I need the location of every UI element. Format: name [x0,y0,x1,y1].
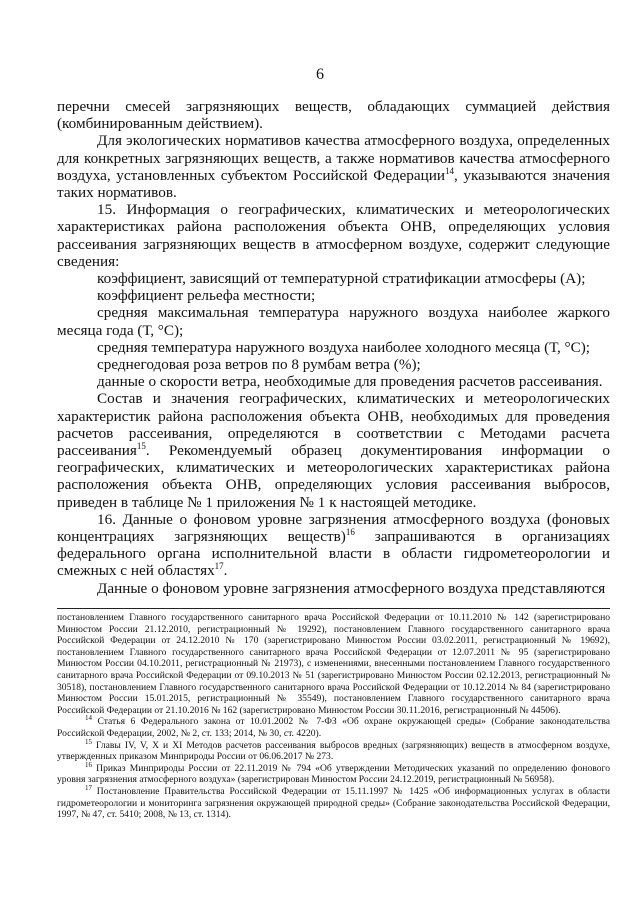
footnote-mark: 15 [85,737,92,746]
paragraph-text: , указываются значения таких нормативов. [57,166,610,202]
paragraph-text: Состав и значения географических, климатических и метеорологических характеристик района расположения объекта ОНВ, необходимых для проведения расчетов рассеивания, определяются в соответствии с Методами расчета рассеивания [57,390,610,460]
footnote-mark: 16 [85,760,92,769]
paragraph [57,390,610,510]
paragraph [57,270,610,287]
paragraph-text: среднегодовая роза ветров по 8 румбам ветра (%); [97,356,421,374]
footnote-ref: 15 [136,441,146,452]
paragraph [57,98,610,132]
paragraph [57,511,610,580]
footnote-text: постановлением Главного государственного санитарного врача Российской Федерации от 10.11.2010 № 142 (зарегистрировано Минюстом России 21.12.2010, регистрационный № 19292), постановлением Главного государственного санитарного врача Российской Федерации от 24.12.2010 № 170 (зарегистрировано Минюстом России 03.02.2011, регистрационный № 19692), постановлением Главного государственного санитарного врача Российской Федерации от 12.07.2011 № 95 (зарегистрировано Минюстом России 04.10.2011, регистрационный № 21973), с изменениями, внесенными постановлением Главного государственного санитарного врача Российской Федерации от 09.10.2013 № 51 (зарегистрировано Минюстом России 02.12.2013, регистрационный № 30518), постановлением Главного государственного санитарного врача Российской Федерации от 10.12.2014 № 84 (зарегистрировано Минюстом России 15.01.2015, регистрационный № 35549), постановлением Главного государственного санитарного врача Российской Федерации от 21.10.2016 № 162 (зарегистрировано Минюстом России 30.11.2016, регистрационный № 44506). [57,612,610,716]
footnote-mark: 14 [85,714,92,723]
paragraph-text: данные о скорости ветра, необходимые для проведения расчетов рассеивания. [97,373,603,391]
footnote-text: Приказ Минприроды России от 22.11.2019 № 794 «Об утверждении Методических указаний по определению фонового уровня загрязнения атмосферного воздуха» (зарегистрирован Минюстом России 24.12.2019, регистрационный № 56958). [57,762,610,786]
paragraph-text: . [223,562,228,580]
paragraph [57,132,610,201]
paragraph [57,304,610,338]
paragraph [57,356,610,373]
footnote [57,612,610,716]
footnote-ref: 14 [445,165,454,176]
footnote [57,716,610,739]
footnote-text: Статья 6 Федерального закона от 10.01.2002 № 7-ФЗ «Об охране окружающей среды» (Собрание законодательства Российской Федерации, 2002, № 2, ст. 133; 2014, № 30, ст. 4220). [57,716,610,739]
footnote-text: Главы IV, V, X и XI Методов расчетов рассеивания выбросов вредных (загрязняющих) веществ в атмосферном воздухе, утвержденных приказом Минприроды России от 06.06.2017 № 273. [57,739,610,763]
paragraph-text: средняя температура наружного воздуха наиболее холодного месяца (Т, °С); [97,338,591,356]
paragraph-text: запрашиваются в организациях федерального органа исполнительной власти в области гидрометеорологии и смежных с ней областях [57,528,611,580]
paragraph-text: 15. Информация о географических, климатических и метеорологических характеристиках района расположения объекта ОНВ, определяющих условия рассеивания загрязняющих веществ в атмосферном воздухе, содержит следующие сведения: [57,201,610,270]
footnotes [57,612,610,821]
paragraph [57,287,610,304]
paragraph [57,373,610,390]
paragraph [57,580,610,597]
paragraph-text: Для экологических нормативов качества атмосферного воздуха, определенных для конкретных загрязняющих веществ, а также нормативов качества атмосферного воздуха, установленных субъектом Российской Федерации [57,132,610,184]
paragraph-text: коэффициент рельефа местности; [97,287,316,305]
paragraph-text: коэффициент, зависящий от температурной стратификации атмосферы (А); [97,270,586,288]
footnote [57,737,610,763]
footnote [57,760,610,786]
footnote-mark: 17 [85,783,92,792]
paragraph-text: . Рекомендуемый образец документирования информации о географических, климатических и метеорологических характеристиках района расположения объекта ОНВ, определяющих условия рассеивания выбросов, приведен в таблице № 1 приложения № 1 к настоящей методике. [57,442,610,511]
footnote-text: Постановление Правительства Российской Федерации от 15.11.1997 № 1425 «Об информационных услугах в области гидрометеорологии и мониторинга загрязнения окружающей природной среды» (Собрание законодательства Российской Федерации, 1997, № 47, ст. 5410; 2008, № 13, ст. 1314). [57,785,610,821]
footnote-ref: 17 [214,561,224,572]
footnote [57,783,610,821]
paragraph-text: 16. Данные о фоновом уровне загрязнения атмосферного воздуха (фоновых концентрациях загрязняющих веществ) [57,510,610,546]
footnote-ref: 16 [345,527,355,538]
paragraph [57,339,610,356]
body-text [57,98,610,597]
paragraph-text: Данные о фоновом уровне загрязнения атмосферного воздуха представляются [97,579,606,597]
paragraph-text: перечни смесей загрязняющих веществ, обладающих суммацией действия (комбинированным действием). [57,98,610,133]
footnote-separator [57,608,610,609]
paragraph [57,201,610,270]
paragraph-text: средняя максимальная температура наружного воздуха наиболее жаркого месяца года (Т, °С); [57,304,610,339]
page-number: 6 [316,66,324,83]
